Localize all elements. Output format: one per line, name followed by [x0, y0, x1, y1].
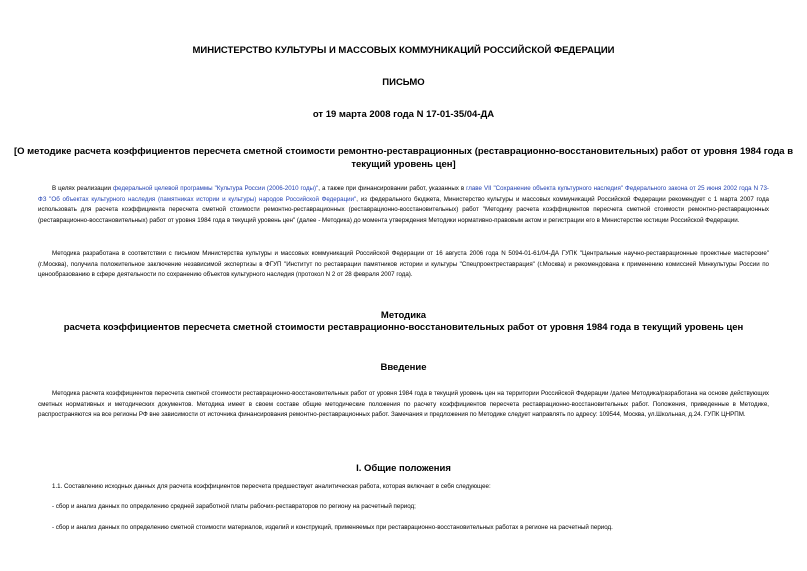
intro-paragraph-1 [38, 184, 769, 226]
item-1-1: 1.1. Составлению исходных данных для расчета коэффициентов пересчета предшествует аналитическая работа, которая включает в себя следующее: [52, 483, 491, 490]
method-subtitle: расчета коэффициентов пересчета сметной стоимости реставрационно-восстановительных работ от уровня 1984 года в текущий уровень цен [63, 322, 744, 333]
bullet-1: - сбор и анализ данных по определению средней заработной платы рабочих-реставраторов по региону на расчетный период; [52, 503, 416, 510]
intro-p1-prefix: В целях реализации [52, 185, 113, 192]
ministry-heading: МИНИСТЕРСТВО КУЛЬТУРЫ И МАССОВЫХ КОММУНИКАЦИЙ РОССИЙСКОЙ ФЕДЕРАЦИИ [192, 45, 615, 56]
method-title: Методика [380, 310, 427, 321]
method-intro-paragraph [38, 389, 769, 421]
doc-date-heading: от 19 марта 2008 года N 17-01-35/04-ДА [312, 109, 495, 120]
bullet-2: - сбор и анализ данных по определению сметной стоимости материалов, изделий и конструкций, применяемых при реставрационно-восстановительных работах в регионе на расчетный период. [52, 524, 613, 531]
program-link[interactable]: федеральной целевой программы "Культура России (2006-2010 годы)" [112, 185, 319, 192]
intro-p1-mid: , а также при финансировании работ, указанных в [318, 185, 467, 192]
intro-p2-text: Методика разработана в соответствии с письмом Министерства культуры и массовых коммуникаций Российской Федерации от 16 августа 2006 года N 5094-01-61/04-ДА ГУПК "Центральные научно-реставрационные проектные мастерские" (г.Москва), получила положительное заключение независимой экспертизы в ФГУП "Институт по реставрации памятников истории и культуры "Спецпроектреставрация" (г.Москва) и рекомендована к применению комиссией Минкультуры России по ценообразованию в сфере деятельности по сохранению объектов культурного наследия (протокол N 2 от 28 февраля 2007 года). [38, 250, 769, 278]
doc-type-heading: ПИСЬМО [382, 77, 425, 88]
intro-p1-suffix: , из федерального бюджета, Министерство культуры и массовых коммуникаций Российской Федерации рекомендует с 1 марта 2007 года использовать для расчета коэффициента пересчета сметной стоимости ремонтно-реставрационных (реставрационно-восстановительных) работ "Методику расчета коэффициентов пересчета сметной стоимости ремонтно-реставрационных (реставрационно-восстановительных) работ от уровня 1984 года в текущий уровень цен" (далее - Методика) до момента утверждения Методики нормативно-правовым актом и регистрации его в Министерстве юстиции Российской Федерации. [38, 195, 769, 224]
intro-section-heading: Введение [380, 362, 427, 373]
subject-line-1: [О методике расчета коэффициентов пересчета сметной стоимости ремонтно-реставрационных (реставрационно-восстановительных) работ от уровня 1984 года в [13, 146, 794, 157]
federal-law-link[interactable]: главе VII "Сохранение объекта культурного наследия" Федерального закона от 25 июня 2002 года N 73-ФЗ "Об объектах культурного наследия (памятниках истории и культуры) народов Российской Федерации" [38, 185, 769, 203]
intro-paragraph-2 [38, 249, 769, 281]
subject-line-2: текущий уровень цен] [351, 159, 456, 170]
method-intro-text: Методика расчета коэффициентов пересчета сметной стоимости реставрационно-восстановительных работ от уровня 1984 года в текущий уровень цен на территории Российской Федерации /далее Методика/разработана на основе действующих сметных нормативных и методических документов. Методика имеет в своем составе общие методические положения по расчету коэффициентов пересчета реставрационно-восстановительных работ. Положения, приведенные в Методике, распространяются на все регионы РФ вне зависимости от источника финансирования ремонтно-реставрационных работ. Замечания и предложения по Методике следует направлять по адресу: 109544, Москва, ул.Школьная, д.24. ГУПК ЦНРПМ. [38, 390, 769, 418]
section-1-heading: I. Общие положения [356, 463, 451, 474]
